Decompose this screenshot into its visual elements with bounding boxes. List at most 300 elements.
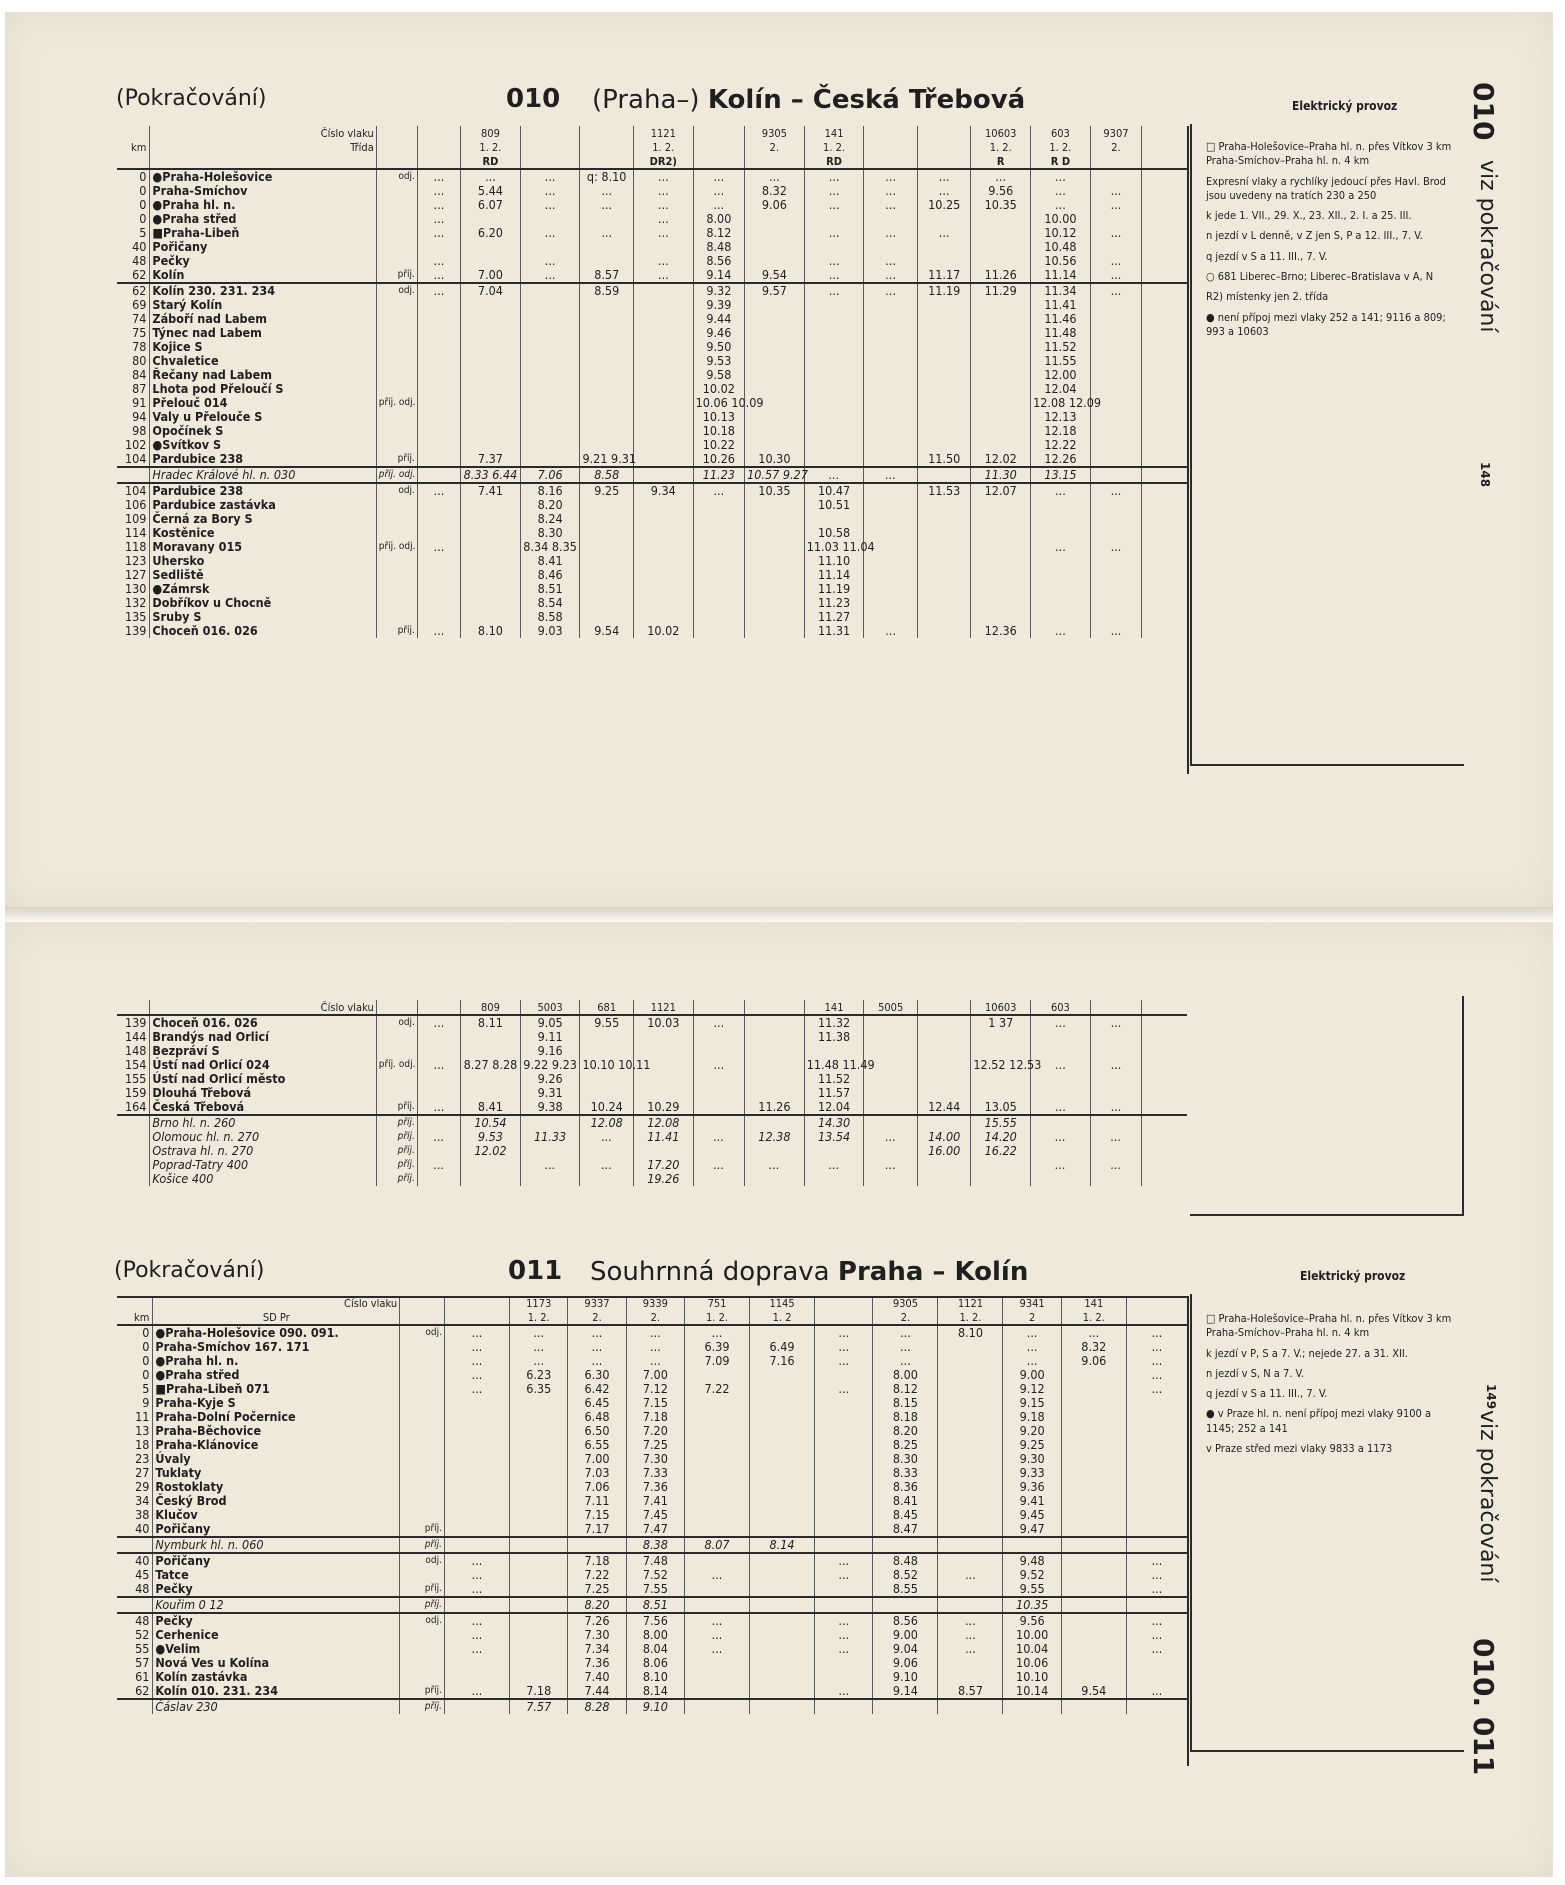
time-cell: ... [938, 1613, 1003, 1628]
time-cell: 11.14 [804, 568, 864, 582]
time-cell: 8.41 [461, 1100, 521, 1115]
arr-dep-mark: odj. [376, 283, 417, 298]
time-cell: 9.03 [520, 624, 580, 638]
time-cell: 10.22 [693, 438, 744, 452]
station-name: Pořičany [153, 1522, 400, 1537]
time-cell: ... [815, 1325, 873, 1340]
time-cell [1090, 1030, 1141, 1044]
timetable-row [117, 1015, 1187, 1030]
km-cell: 29 [135, 1478, 150, 1494]
timetable-row [117, 1130, 1187, 1144]
time-cell: 7.26 [568, 1613, 626, 1628]
time-cell: 10.35 [1003, 1597, 1061, 1613]
km-cell: 135 [124, 608, 147, 624]
station-name: Starý Kolín [150, 298, 376, 312]
time-cell: ... [684, 1628, 749, 1642]
time-cell: 9.56 [1003, 1613, 1061, 1628]
time-cell: ... [1031, 184, 1091, 198]
station-name: Pečky [150, 254, 376, 268]
time-cell [417, 1030, 460, 1044]
time-cell [971, 1044, 1031, 1058]
km-cell: 62 [117, 283, 150, 298]
time-cell: ... [520, 198, 580, 212]
time-cell [1142, 1015, 1187, 1030]
time-cell: 8.24 [520, 512, 580, 526]
time-cell: 6.20 [461, 226, 521, 240]
time-cell: ... [1126, 1382, 1187, 1396]
km-cell: 69 [132, 296, 147, 312]
time-cell [580, 1172, 634, 1186]
time-cell: 9.14 [873, 1684, 938, 1699]
time-cell: ... [684, 1642, 749, 1656]
time-cell: 9.56 [971, 184, 1031, 198]
time-cell [864, 1144, 918, 1158]
timetable-row [117, 1030, 1187, 1044]
km-cell: 80 [132, 352, 147, 368]
station-name: Kojice S [150, 340, 376, 354]
km-cell: 9 [142, 1394, 150, 1410]
time-cell: 9.15 [1003, 1396, 1061, 1410]
time-cell: ... [417, 184, 460, 198]
train-number-label: Číslo vlaku [150, 1000, 376, 1015]
arr-dep-mark: příj. odj. [376, 1058, 417, 1072]
km-cell: 52 [135, 1626, 150, 1642]
time-cell: ... [804, 226, 864, 240]
time-cell: ... [1031, 624, 1091, 638]
class-809: 1. 2. [461, 140, 521, 154]
time-cell: 11.52 [1031, 340, 1091, 354]
time-cell: ... [445, 1382, 510, 1396]
time-cell [1031, 1172, 1091, 1186]
class-141: 1. 2. [1061, 1310, 1126, 1325]
time-cell: ... [520, 268, 580, 283]
type-10603: R [971, 154, 1031, 169]
time-cell: ... [633, 169, 693, 184]
time-cell [1031, 1086, 1091, 1100]
station-name: Ústí nad Orlicí město [150, 1072, 376, 1086]
time-cell: ... [938, 1628, 1003, 1642]
time-cell: 9.25 [580, 483, 634, 498]
side-table-number-010: 010 [1467, 82, 1500, 141]
time-cell: ... [417, 1100, 460, 1115]
time-cell: 7.06 [568, 1480, 626, 1494]
station-name: ■Praha-Libeň [150, 226, 376, 240]
time-cell: ... [1031, 1158, 1091, 1172]
station-name: Opočínek S [150, 424, 376, 438]
time-cell: 8.33 6.44 [461, 467, 521, 483]
time-cell: 8.30 [520, 526, 580, 540]
time-cell: 9.10 [873, 1670, 938, 1684]
time-cell: 12.26 [1031, 452, 1091, 467]
time-cell [417, 1044, 460, 1058]
train-141: 141 [804, 126, 864, 140]
km-label: km [134, 1310, 150, 1324]
time-cell: ... [626, 1325, 684, 1340]
station-name: ●Praha-Holešovice [150, 169, 376, 184]
class-1121: 1. 2. [633, 140, 693, 154]
arr-dep-mark: příj. odj. [376, 467, 417, 483]
time-cell: 8.55 [873, 1582, 938, 1597]
time-cell: 6.23 [510, 1368, 568, 1382]
time-cell: 11.27 [804, 610, 864, 624]
station-name: Kouřim 0 12 [153, 1597, 400, 1613]
time-cell: ... [815, 1642, 873, 1656]
km-cell [117, 1130, 150, 1144]
time-cell [633, 1044, 693, 1058]
time-cell: ... [917, 169, 971, 184]
continuation-label-011: (Pokračování) [114, 1258, 265, 1283]
time-cell: 8.27 8.28 [461, 1058, 521, 1072]
time-cell: 10.02 [633, 624, 693, 638]
time-cell: 13.05 [971, 1100, 1031, 1115]
station-name: Úvaly [153, 1452, 400, 1466]
time-cell: 8.48 [873, 1553, 938, 1568]
time-cell: 15.55 [971, 1115, 1031, 1130]
time-cell [1090, 1115, 1141, 1130]
time-cell [1031, 1072, 1091, 1086]
time-cell [917, 1058, 971, 1072]
time-cell: ... [445, 1613, 510, 1628]
time-cell [1090, 1086, 1141, 1100]
time-cell: 12.04 [804, 1100, 864, 1115]
km-cell: 114 [124, 524, 147, 540]
station-name: Moravany 015 [150, 540, 376, 554]
time-cell: ... [626, 1354, 684, 1368]
time-cell: 8.10 [626, 1670, 684, 1684]
time-cell: 7.55 [626, 1582, 684, 1597]
time-cell: ... [1126, 1613, 1187, 1628]
time-cell: 7.25 [626, 1438, 684, 1452]
time-cell: ... [815, 1354, 873, 1368]
time-cell [633, 1030, 693, 1044]
arr-dep-mark: příj. [376, 1115, 417, 1130]
time-cell [1090, 1144, 1141, 1158]
time-cell: 12.08 [580, 1115, 634, 1130]
km-cell: 0 [139, 210, 147, 226]
traction-label-011: Elektrický provoz [1300, 1269, 1406, 1283]
time-cell: 11.57 [804, 1086, 864, 1100]
time-cell: 11.55 [1031, 354, 1091, 368]
station-name: ■Praha-Libeň 071 [153, 1382, 400, 1396]
km-cell: 48 [132, 252, 147, 268]
km-cell [117, 1144, 150, 1158]
km-cell: 0 [117, 169, 150, 184]
station-name: Praha-Smíchov 167. 171 [153, 1340, 400, 1354]
station-name: Kolín [150, 268, 376, 283]
time-cell: 8.14 [626, 1684, 684, 1699]
time-cell [1142, 1072, 1187, 1086]
time-cell: 6.39 [684, 1340, 749, 1354]
time-cell [1142, 1158, 1187, 1172]
station-name: Týnec nad Labem [150, 326, 376, 340]
time-cell: ... [633, 184, 693, 198]
arr-dep-mark: příj. [376, 1100, 417, 1115]
time-cell: ... [461, 169, 521, 184]
time-cell: ... [417, 624, 460, 638]
time-cell: ... [1126, 1628, 1187, 1642]
train-9337: 9337 [568, 1296, 626, 1310]
time-cell: 7.30 [568, 1628, 626, 1642]
time-cell: 11.46 [1031, 312, 1091, 326]
time-cell: ... [693, 483, 744, 498]
train-1145: 1145 [750, 1296, 815, 1310]
timetable-011-frame [117, 1296, 1189, 1766]
station-name: Tatce [153, 1568, 400, 1582]
arr-dep-mark: příj. [376, 1172, 417, 1186]
time-cell: 12.52 12.53 [971, 1058, 1031, 1072]
arr-dep-mark: odj. [376, 169, 417, 184]
time-cell: ... [1126, 1582, 1187, 1597]
km-cell: 139 [124, 622, 147, 638]
km-cell: 0 [117, 1325, 153, 1340]
time-cell: 8.00 [626, 1628, 684, 1642]
time-cell: ... [1031, 1130, 1091, 1144]
time-cell [1142, 1044, 1187, 1058]
time-cell: 7.20 [626, 1424, 684, 1438]
time-cell: ... [1003, 1354, 1061, 1368]
km-cell: 27 [135, 1464, 150, 1480]
time-cell: ... [1090, 184, 1141, 198]
arr-dep-mark: příj. [400, 1582, 445, 1597]
footnote: k jezdí v P, S a 7. V.; nejede 27. a 31. XII. [1206, 1346, 1408, 1360]
time-cell: 10.57 9.27 [745, 467, 805, 483]
time-cell: 17.20 [633, 1158, 693, 1172]
time-cell: 7.09 [684, 1354, 749, 1368]
time-cell: ... [804, 198, 864, 212]
time-cell: 8.51 [626, 1597, 684, 1613]
time-cell: ... [417, 1158, 460, 1172]
time-cell: 7.16 [750, 1354, 815, 1368]
time-cell: 6.49 [750, 1340, 815, 1354]
time-cell [580, 1086, 634, 1100]
time-cell [917, 1072, 971, 1086]
time-cell: 10.00 [1031, 212, 1091, 226]
time-cell: 12.18 [1031, 424, 1091, 438]
time-cell: 7.22 [568, 1568, 626, 1582]
time-cell: 10.13 [693, 410, 744, 424]
train-5003: 5003 [520, 1000, 580, 1015]
time-cell: 9.33 [1003, 1466, 1061, 1480]
time-cell: 9.47 [1003, 1522, 1061, 1537]
time-cell: ... [510, 1340, 568, 1354]
km-cell: 0 [139, 196, 147, 212]
km-cell: 13 [135, 1422, 150, 1438]
station-name: Chvaletice [150, 354, 376, 368]
time-cell: 9.45 [1003, 1508, 1061, 1522]
station-name: Pečky [153, 1582, 400, 1597]
train-141: 141 [1061, 1296, 1126, 1310]
time-cell: ... [1090, 624, 1141, 638]
time-cell [745, 1044, 805, 1058]
time-cell: 6.42 [568, 1382, 626, 1396]
station-name: Rostoklaty [153, 1480, 400, 1494]
time-cell [1031, 1144, 1091, 1158]
time-cell: 12.08 12.09 [1031, 396, 1091, 410]
time-cell: 11.48 11.49 [804, 1058, 864, 1072]
class-9307: 2. [1090, 140, 1141, 154]
time-cell: 7.41 [626, 1494, 684, 1508]
class-751: 1. 2. [684, 1310, 749, 1325]
time-cell: 11.38 [804, 1030, 864, 1044]
time-cell: ... [873, 1340, 938, 1354]
time-cell: 10.25 [917, 198, 971, 212]
km-cell: 5 [139, 224, 147, 240]
station-name: Dlouhá Třebová [150, 1086, 376, 1100]
train-1121: 1121 [633, 1000, 693, 1015]
station-name: ●Praha střed [150, 212, 376, 226]
time-cell [971, 1172, 1031, 1186]
time-cell: 7.47 [626, 1522, 684, 1537]
km-cell: 0 [142, 1366, 150, 1382]
time-cell: 9.32 [693, 283, 744, 298]
time-cell: 10.29 [633, 1100, 693, 1115]
km-cell: 18 [135, 1436, 150, 1452]
time-cell: 16.00 [917, 1144, 971, 1158]
time-cell: 12.13 [1031, 410, 1091, 424]
time-cell: 8.04 [626, 1642, 684, 1656]
time-cell: 8.52 [873, 1568, 938, 1582]
sd-label: SD Pr [153, 1310, 400, 1325]
time-cell: ... [864, 467, 918, 483]
train-141: 141 [804, 1000, 864, 1015]
time-cell: 19.26 [633, 1172, 693, 1186]
time-cell: 14.30 [804, 1115, 864, 1130]
time-cell: ... [520, 226, 580, 240]
time-cell [864, 1115, 918, 1130]
time-cell: 6.30 [568, 1368, 626, 1382]
type-141: RD [804, 154, 864, 169]
km-cell: 104 [124, 450, 147, 466]
time-cell: ... [971, 169, 1031, 184]
time-cell: ... [580, 1130, 634, 1144]
km-cell: 109 [124, 510, 147, 526]
time-cell: 9.11 [520, 1030, 580, 1044]
footnote: R2) místenky jen 2. třída [1206, 290, 1329, 304]
class-1121: 1. 2. [938, 1310, 1003, 1325]
train-9305: 9305 [745, 126, 805, 140]
traction-label-010: Elektrický provoz [1292, 99, 1398, 113]
time-cell: 11.48 [1031, 326, 1091, 340]
train-1121: 1121 [938, 1296, 1003, 1310]
time-cell [917, 1172, 971, 1186]
km-cell: 45 [135, 1566, 150, 1582]
time-cell: 11.34 [1031, 283, 1091, 298]
time-cell: 8.54 [520, 596, 580, 610]
time-cell [461, 1172, 521, 1186]
km-cell: 139 [117, 1015, 150, 1030]
station-name: Valy u Přelouče S [150, 410, 376, 424]
time-cell: 7.48 [626, 1553, 684, 1568]
time-cell [745, 1115, 805, 1130]
time-cell: ... [1126, 1642, 1187, 1656]
time-cell: ... [417, 212, 460, 226]
timetable-010-frame [117, 126, 1189, 774]
time-cell [580, 1030, 634, 1044]
station-name: Záboří nad Labem [150, 312, 376, 326]
time-cell [520, 1144, 580, 1158]
time-cell: ... [693, 184, 744, 198]
time-cell [417, 1115, 460, 1130]
time-cell: ... [693, 169, 744, 184]
time-cell [917, 1086, 971, 1100]
time-cell: 11.10 [804, 554, 864, 568]
time-cell: 8.59 [580, 283, 634, 298]
station-name: Uhersko [150, 554, 376, 568]
time-cell: ... [1031, 483, 1091, 498]
train-9341: 9341 [1003, 1296, 1061, 1310]
time-cell [745, 1015, 805, 1030]
time-cell [1031, 1115, 1091, 1130]
class-10603: 1. 2. [971, 140, 1031, 154]
time-cell: ... [1031, 540, 1091, 554]
station-name: Černá za Bory S [150, 512, 376, 526]
time-cell: 11.17 [917, 268, 971, 283]
title-main: Kolín – Česká Třebová [707, 85, 1026, 115]
time-cell [461, 1030, 521, 1044]
time-cell: 8.51 [520, 582, 580, 596]
time-cell: ... [417, 1015, 460, 1030]
footnote: ● není přípoj mezi vlaky 252 a 141; 9116 a 809; 993 a 10603 [1206, 310, 1446, 338]
time-cell: 9.58 [693, 368, 744, 382]
time-cell: ... [815, 1613, 873, 1628]
time-cell: ... [1031, 169, 1091, 184]
time-cell [864, 1100, 918, 1115]
time-cell: ... [417, 1130, 460, 1144]
time-cell: ... [745, 169, 805, 184]
time-cell [971, 1030, 1031, 1044]
time-cell [461, 1086, 521, 1100]
time-cell: 8.15 [873, 1396, 938, 1410]
time-cell: ... [1090, 226, 1141, 240]
km-cell: 40 [117, 1553, 153, 1568]
time-cell: ... [693, 1058, 744, 1072]
time-cell [580, 1072, 634, 1086]
timetable-row [117, 1115, 1187, 1130]
km-cell: 5 [142, 1380, 150, 1396]
time-cell: 12.00 [1031, 368, 1091, 382]
station-name: Brno hl. n. 260 [150, 1115, 376, 1130]
time-cell: ... [445, 1642, 510, 1656]
class-9341: 2 [1003, 1310, 1061, 1325]
time-cell: ... [417, 483, 460, 498]
time-cell: 11.26 [745, 1100, 805, 1115]
time-cell: ... [873, 1354, 938, 1368]
time-cell: 9.06 [873, 1656, 938, 1670]
time-cell: 7.33 [626, 1466, 684, 1480]
km-cell: 34 [135, 1492, 150, 1508]
time-cell: 11.29 [971, 283, 1031, 298]
arr-dep-mark [376, 1030, 417, 1044]
time-cell [804, 1044, 864, 1058]
class-9305: 2. [745, 140, 805, 154]
time-cell [1142, 1030, 1187, 1044]
station-name: Ústí nad Orlicí 024 [150, 1058, 376, 1072]
title-prefix: Souhrnná doprava [590, 1257, 830, 1287]
time-cell: 13.54 [804, 1130, 864, 1144]
time-cell: 8.45 [873, 1508, 938, 1522]
time-cell: 12.22 [1031, 438, 1091, 452]
time-cell: ... [873, 1325, 938, 1340]
time-cell: 9.16 [520, 1044, 580, 1058]
train-9339: 9339 [626, 1296, 684, 1310]
km-cell: 75 [132, 324, 147, 340]
time-cell: 10.51 [804, 498, 864, 512]
time-cell: 10.06 10.09 [693, 396, 744, 410]
time-cell: 8.57 [938, 1684, 1003, 1699]
time-cell: 8.56 [873, 1613, 938, 1628]
time-cell: 16.22 [971, 1144, 1031, 1158]
time-cell: 10.18 [693, 424, 744, 438]
